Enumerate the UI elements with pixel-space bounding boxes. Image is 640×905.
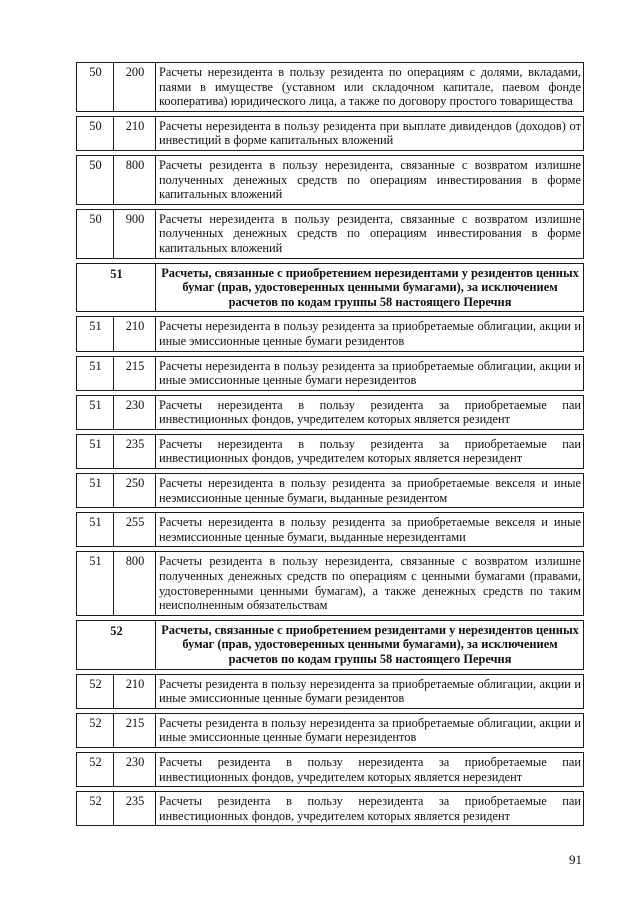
table-body bbox=[76, 62, 584, 826]
group-code-cell: 52 bbox=[76, 713, 114, 748]
table-row bbox=[76, 752, 584, 787]
operation-code-cell: 800 bbox=[114, 155, 156, 205]
group-code-cell: 50 bbox=[76, 155, 114, 205]
operation-description-cell: Расчеты резидента в пользу нерезидента, связанные с возвратом излишне полученных денежных средств по операциям инвестирования в форме капитальных вложений bbox=[156, 155, 584, 205]
table-row bbox=[76, 395, 584, 430]
operation-description-cell: Расчеты резидента в пользу нерезидента за приобретаемые облигации, акции и иные эмиссионные ценные бумаги нерезидентов bbox=[156, 713, 584, 748]
operation-description-cell: Расчеты резидента в пользу нерезидента за приобретаемые облигации, акции и иные эмиссионные ценные бумаги резидентов bbox=[156, 674, 584, 709]
operation-description-cell: Расчеты нерезидента в пользу резидента по операциям с долями, вкладами, паями в имуществе (уставном или складочном капитале, паевом фонде кооператива) юридического лица, а также по договору простого товарищества bbox=[156, 62, 584, 112]
operation-code-cell: 900 bbox=[114, 209, 156, 259]
operation-code-cell: 230 bbox=[114, 395, 156, 430]
operation-code-cell: 230 bbox=[114, 752, 156, 787]
operation-code-cell: 210 bbox=[114, 116, 156, 151]
operation-code-cell: 255 bbox=[114, 512, 156, 547]
table-row bbox=[76, 473, 584, 508]
operation-description-cell: Расчеты нерезидента в пользу резидента при выплате дивидендов (доходов) от инвестиций в форме капитальных вложений bbox=[156, 116, 584, 151]
group-code-cell: 52 bbox=[76, 674, 114, 709]
operation-codes-table bbox=[76, 58, 584, 830]
table-row bbox=[76, 791, 584, 826]
group-description: Расчеты, связанные с приобретением нерезидентами у резидентов ценных бумаг (прав, удостоверенных ценными бумагами), за исключением расчетов по кодам группы 58 настоящего Перечня bbox=[156, 263, 584, 313]
operation-code-cell: 210 bbox=[114, 316, 156, 351]
operation-description-cell: Расчеты нерезидента в пользу резидента за приобретаемые векселя и иные неэмиссионные ценные бумаги, выданные резидентом bbox=[156, 473, 584, 508]
table-row bbox=[76, 551, 584, 615]
operation-code-cell: 215 bbox=[114, 356, 156, 391]
operation-description-cell: Расчеты резидента в пользу нерезидента за приобретаемые паи инвестиционных фондов, учредителем которых является нерезидент bbox=[156, 752, 584, 787]
operation-description-cell: Расчеты резидента в пользу нерезидента, связанные с возвратом излишне полученных денежных средств по операциям с ценными бумагами (правами, удостоверенными ценными бумагам), а также денежных средств по таким неисполненным обязательствам bbox=[156, 551, 584, 615]
operation-code-cell: 200 bbox=[114, 62, 156, 112]
group-code-cell: 51 bbox=[76, 434, 114, 469]
group-code-cell: 52 bbox=[76, 791, 114, 826]
table-row bbox=[76, 512, 584, 547]
table-row bbox=[76, 62, 584, 112]
group-code-cell: 51 bbox=[76, 473, 114, 508]
operation-code-cell: 215 bbox=[114, 713, 156, 748]
operation-description-cell: Расчеты резидента в пользу нерезидента за приобретаемые паи инвестиционных фондов, учредителем которых является резидент bbox=[156, 791, 584, 826]
group-code-cell: 50 bbox=[76, 116, 114, 151]
operation-code-cell: 235 bbox=[114, 434, 156, 469]
table-row bbox=[76, 116, 584, 151]
table-row bbox=[76, 209, 584, 259]
table-row bbox=[76, 316, 584, 351]
operation-description-cell: Расчеты нерезидента в пользу резидента за приобретаемые паи инвестиционных фондов, учредителем которых является резидент bbox=[156, 395, 584, 430]
group-code-cell: 50 bbox=[76, 209, 114, 259]
page-number: 91 bbox=[569, 852, 582, 867]
operation-description-cell: Расчеты нерезидента в пользу резидента за приобретаемые облигации, акции и иные эмиссионные ценные бумаги резидентов bbox=[156, 316, 584, 351]
operation-description-cell: Расчеты нерезидента в пользу резидента за приобретаемые облигации, акции и иные эмиссионные ценные бумаги нерезидентов bbox=[156, 356, 584, 391]
table-row bbox=[76, 674, 584, 709]
group-header-row bbox=[76, 263, 584, 313]
operation-code-cell: 210 bbox=[114, 674, 156, 709]
group-code-cell: 52 bbox=[76, 752, 114, 787]
group-code-cell: 51 bbox=[76, 395, 114, 430]
table-row bbox=[76, 155, 584, 205]
operation-description-cell: Расчеты нерезидента в пользу резидента, связанные с возвратом излишне полученных денежных средств по операциям инвестирования в форме капитальных вложений bbox=[156, 209, 584, 259]
table-row bbox=[76, 434, 584, 469]
group-header-row bbox=[76, 620, 584, 670]
operation-code-cell: 800 bbox=[114, 551, 156, 615]
operation-description-cell: Расчеты нерезидента в пользу резидента за приобретаемые паи инвестиционных фондов, учредителем которых является нерезидент bbox=[156, 434, 584, 469]
operation-description-cell: Расчеты нерезидента в пользу резидента за приобретаемые векселя и иные неэмиссионные ценные бумаги, выданные нерезидентами bbox=[156, 512, 584, 547]
group-code-cell: 51 bbox=[76, 551, 114, 615]
group-code-cell: 51 bbox=[76, 356, 114, 391]
operation-code-cell: 235 bbox=[114, 791, 156, 826]
group-code: 51 bbox=[76, 263, 156, 313]
group-code: 52 bbox=[76, 620, 156, 670]
group-code-cell: 51 bbox=[76, 512, 114, 547]
group-description: Расчеты, связанные с приобретением резидентами у нерезидентов ценных бумаг (прав, удостоверенных ценными бумагами), за исключением расчетов по кодам группы 58 настоящего Перечня bbox=[156, 620, 584, 670]
table-row bbox=[76, 713, 584, 748]
operation-code-cell: 250 bbox=[114, 473, 156, 508]
table-row bbox=[76, 356, 584, 391]
group-code-cell: 50 bbox=[76, 62, 114, 112]
group-code-cell: 51 bbox=[76, 316, 114, 351]
